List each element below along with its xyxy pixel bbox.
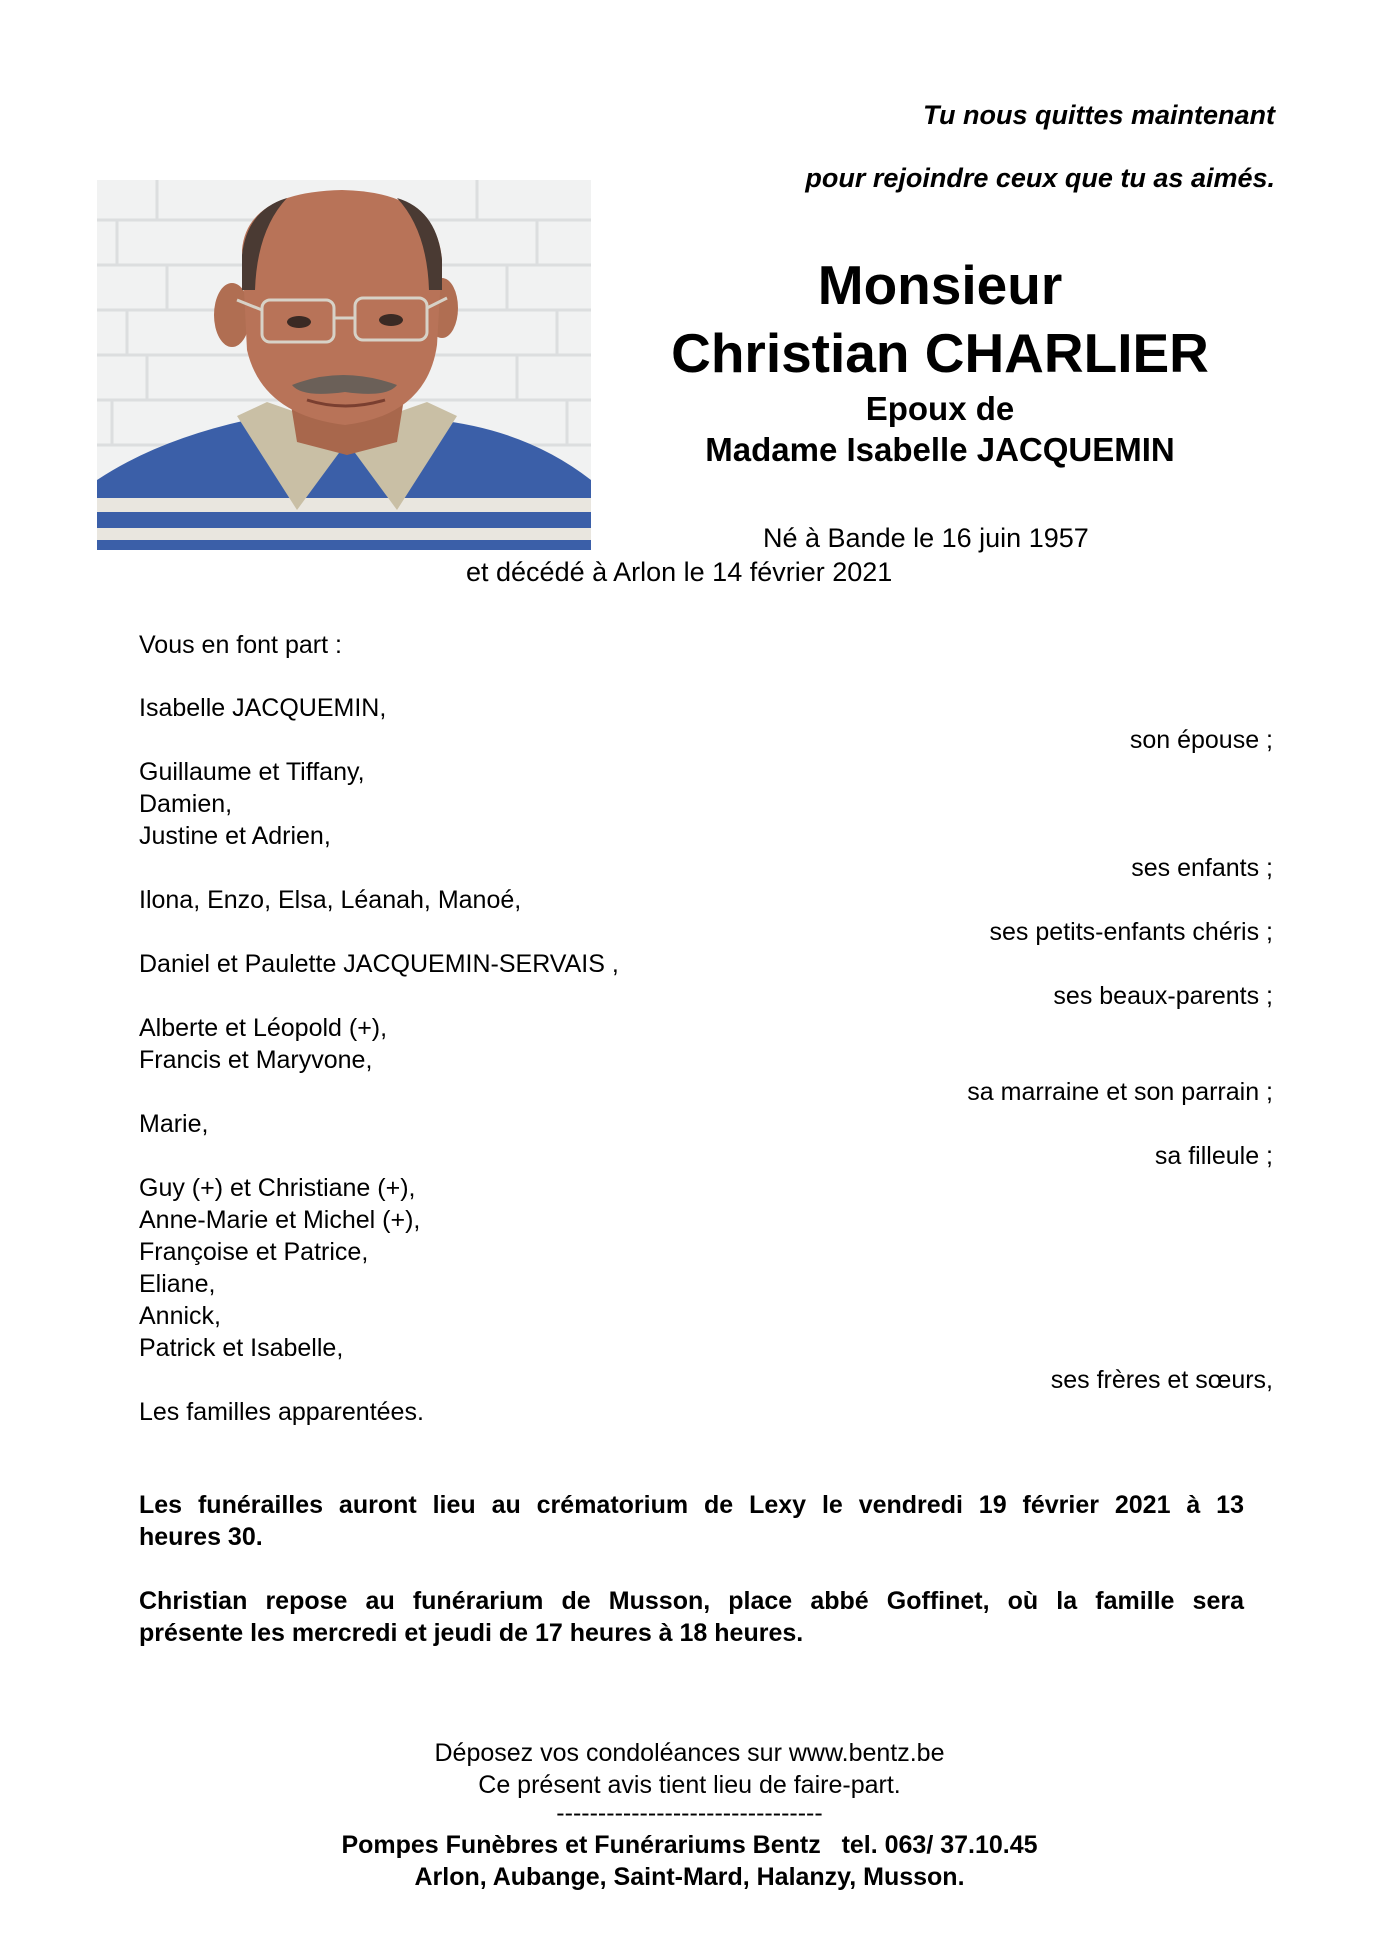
family-relation: ses petits-enfants chéris ; bbox=[989, 918, 1273, 946]
relation-label: Epoux de bbox=[865, 390, 1015, 427]
family-name-line: Guillaume et Tiffany, bbox=[139, 758, 365, 786]
family-relation: ses enfants ; bbox=[1131, 854, 1273, 882]
family-name-line: Isabelle JACQUEMIN, bbox=[139, 694, 387, 722]
family-name-line: Guy (+) et Christiane (+), bbox=[139, 1174, 416, 1202]
family-intro: Vous en font part : bbox=[139, 631, 342, 659]
family-closing: Les familles apparentées. bbox=[139, 1398, 424, 1426]
condolences-line: Déposez vos condoléances sur www.bentz.be bbox=[434, 1739, 945, 1767]
family-relation: son épouse ; bbox=[1129, 726, 1273, 754]
funeral-line-1: Les funérailles auront lieu au crématorium de Lexy le vendredi 19 février 2021 à 13 bbox=[139, 1491, 1244, 1519]
family-name-line: Eliane, bbox=[139, 1270, 216, 1298]
family-name-line: Francis et Maryvone, bbox=[139, 1046, 373, 1074]
family-name-line: Anne-Marie et Michel (+), bbox=[139, 1206, 421, 1234]
spouse-name: Madame Isabelle JACQUEMIN bbox=[705, 431, 1175, 468]
family-name-line: Annick, bbox=[139, 1302, 221, 1330]
family-name-line: Marie, bbox=[139, 1110, 209, 1138]
family-name-line: Justine et Adrien, bbox=[139, 822, 331, 850]
family-relation: sa marraine et son parrain ; bbox=[967, 1078, 1273, 1106]
company-line: Pompes Funèbres et Funérariums Bentz tel. 063/ 37.10.45 bbox=[341, 1831, 1038, 1859]
deceased-name: Christian CHARLIER bbox=[671, 322, 1209, 384]
family-name-line: Alberte et Léopold (+), bbox=[139, 1014, 388, 1042]
notice-line: Ce présent avis tient lieu de faire-part. bbox=[478, 1771, 901, 1799]
rest-line-2: présente les mercredi et jeudi de 17 heures à 18 heures. bbox=[139, 1619, 804, 1647]
death-info: et décédé à Arlon le 14 février 2021 bbox=[466, 557, 893, 587]
funeral-line-2: heures 30. bbox=[139, 1523, 263, 1551]
birth-info: Né à Bande le 16 juin 1957 bbox=[763, 523, 1089, 553]
portrait-photo bbox=[97, 180, 591, 550]
family-name-line: Daniel et Paulette JACQUEMIN-SERVAIS , bbox=[139, 950, 619, 978]
separator-line: -------------------------------- bbox=[556, 1799, 823, 1827]
family-name-line: Patrick et Isabelle, bbox=[139, 1334, 344, 1362]
rest-announcement bbox=[139, 1585, 1244, 1649]
family-name-line: Damien, bbox=[139, 790, 233, 818]
family-relation: ses beaux-parents ; bbox=[1053, 982, 1273, 1010]
family-name-line: Ilona, Enzo, Elsa, Léanah, Manoé, bbox=[139, 886, 522, 914]
rest-line-1: Christian repose au funérarium de Musson, place abbé Goffinet, où la famille sera bbox=[139, 1587, 1244, 1615]
quote-line-2: pour rejoindre ceux que tu as aimés. bbox=[805, 163, 1275, 193]
locations-line: Arlon, Aubange, Saint-Mard, Halanzy, Musson. bbox=[414, 1863, 965, 1891]
honorific: Monsieur bbox=[817, 254, 1063, 316]
family-name-line: Françoise et Patrice, bbox=[139, 1238, 369, 1266]
quote-line-1: Tu nous quittes maintenant bbox=[922, 100, 1275, 130]
funeral-announcement bbox=[139, 1489, 1244, 1553]
family-relation: ses frères et sœurs, bbox=[1050, 1366, 1273, 1394]
family-relation: sa filleule ; bbox=[1154, 1142, 1273, 1170]
